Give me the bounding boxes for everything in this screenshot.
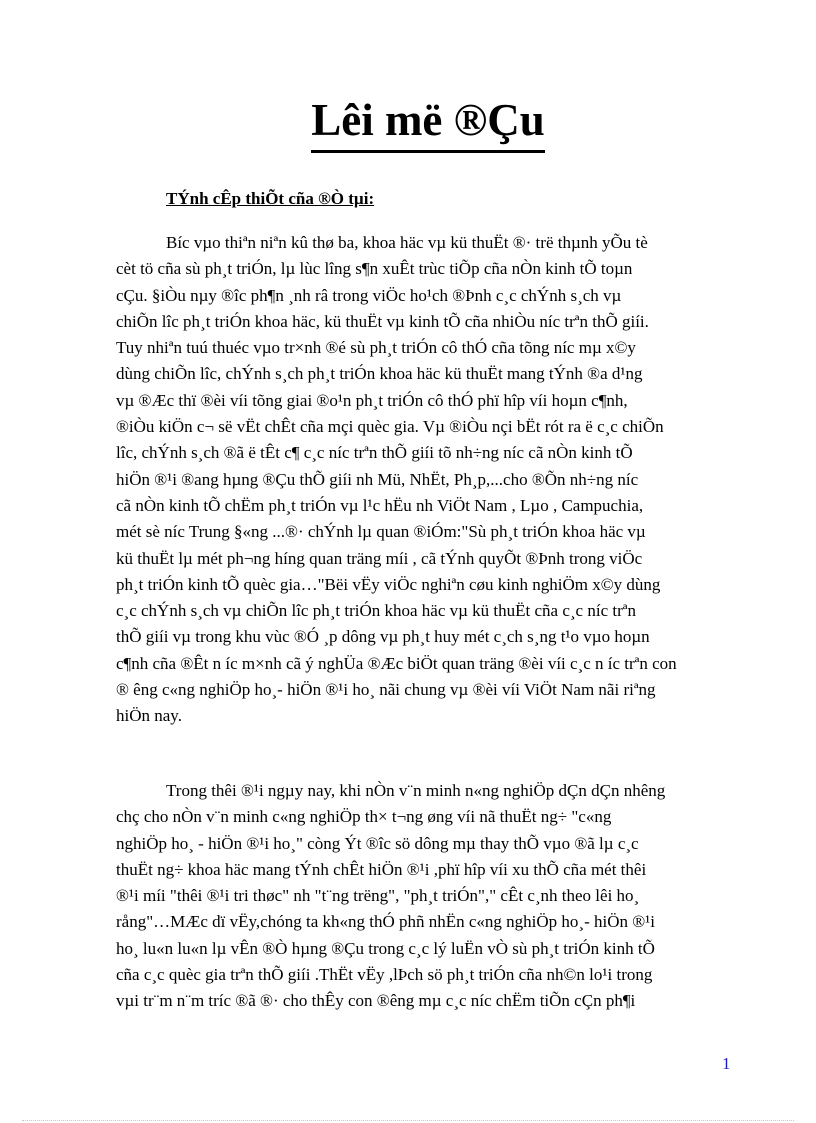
text-line: thÕ giíi vµ trong khu vùc ®Ó ¸p dông vµ ph¸t huy mét c¸ch s¸ng t¹o vµo hoµn: [116, 627, 650, 647]
text-line: ho¸ lu«n lu«n lµ vÊn ®Ò hµng ®Çu trong c¸c lý luËn vÒ sù ph¸t triÓn kinh tÕ: [116, 938, 655, 958]
page-number: 1: [722, 1054, 731, 1073]
text-line: ® êng c«ng nghiÖp ho¸- hiÖn ®¹i ho¸ nãi chung vµ ®èi víi ViÖt Nam nãi riªng: [116, 680, 656, 700]
section-heading: TÝnh cÊp thiÕt cña ®Ò tµi:: [166, 189, 375, 208]
text-line: lîc, chÝnh s¸ch ®ã ë tÊt c¶ c¸c níc trªn thÕ giíi tõ nh÷ng níc cã nÒn kinh tÕ: [116, 443, 633, 463]
text-line: cÇu. §iÒu nµy ®îc ph¶n ¸nh râ trong viÖc ho¹ch ®Þnh c¸c chÝnh s¸ch vµ: [116, 285, 622, 305]
document-title: Lêi më ®Çu: [0, 95, 816, 153]
text-line: hiÖn nay.: [116, 706, 182, 726]
text-line: Bíc vµo thiªn niªn kû thø ba, khoa häc vµ kü thuËt ®· trë thµnh yÕu tè: [166, 233, 648, 252]
text-line: vµ ®Æc thï ®èi víi tõng giai ®o¹n ph¸t triÓn cô thÓ phï hîp víi hoµn c¶nh,: [116, 390, 628, 410]
text-line: dùng chiÕn lîc, chÝnh s¸ch ph¸t triÓn khoa häc kü thuËt mang tÝnh ®a d¹ng: [116, 364, 643, 384]
text-line: cèt tö cña sù ph¸t triÓn, lµ lùc lîng s¶n xuÊt trùc tiÕp cña nÒn kinh tÕ toµn: [116, 259, 633, 279]
text-line: chç cho nÒn v¨n minh c«ng nghiÖp th× t¬ng øng víi nã thuËt ng÷ "c«ng: [116, 807, 612, 827]
text-line: rång"…MÆc dï vËy,chóng ta kh«ng thÓ phñ nhËn c«ng nghiÖp ho¸- hiÖn ®¹i: [116, 912, 655, 932]
text-line: hiÖn ®¹i ®ang hµng ®Çu thÕ giíi nh Mü, NhËt, Ph¸p,...cho ®Õn nh÷ng níc: [116, 469, 639, 489]
text-line: ®iÒu kiÖn c¬ së vËt chÊt cña mçi quèc gia. Vµ ®iÒu nçi bËt rót ra ë c¸c chiÕn: [116, 417, 664, 437]
text-line: c¸c chÝnh s¸ch vµ chiÕn lîc ph¸t triÓn khoa häc vµ kü thuËt cña c¸c níc trªn: [116, 601, 636, 621]
text-line: ®¹i míi "thêi ®¹i tri thøc" nh "t¨ng trëng", "ph¸t triÓn"," cÊt c¸nh theo lêi ho¸: [116, 886, 640, 906]
paragraph-1: [116, 230, 738, 730]
text-line: cña c¸c quèc gia trªn thÕ giíi .ThËt vËy ,lÞch sö ph¸t triÓn cña nh©n lo¹i trong: [116, 965, 653, 985]
paragraph-2: [116, 778, 738, 1015]
text-line: ph¸t triÓn kinh tÕ quèc gia…"Bëi vËy viÖc nghiªn cøu kinh nghiÖm x©y dùng: [116, 574, 661, 594]
text-line: kü thuËt lµ mét ph¬ng híng quan träng míi , cã tÝnh quyÕt ®Þnh trong viÖc: [116, 548, 643, 568]
text-line: c¶nh cña ®Êt n íc m×nh cã ý nghÜa ®Æc biÖt quan träng ®èi víi c¸c n íc trªn con: [116, 653, 677, 673]
text-line: nghiÖp ho¸ - hiÖn ®¹i ho¸" còng Ýt ®îc sö dông mµ thay thÕ vµo ®ã lµ c¸c: [116, 833, 639, 853]
text-line: vµi tr¨m n¨m tríc ®ã ®· cho thÊy con ®êng mµ c¸c níc chËm tiÕn cÇn ph¶i: [116, 991, 636, 1011]
text-line: mét sè níc Trung §«ng ...®· chÝnh lµ quan ®iÓm:"Sù ph¸t triÓn khoa häc vµ: [116, 522, 646, 542]
text-line: thuËt ng÷ khoa häc mang tÝnh chÊt hiÖn ®¹i ,phï hîp víi xu thÕ cña mét thêi: [116, 859, 647, 879]
text-line: chiÕn lîc ph¸t triÓn khoa häc, kü thuËt vµ kinh tÕ cña nhiÒu níc trªn thÕ giíi.: [116, 311, 649, 331]
text-line: cã nÒn kinh tÕ chËm ph¸t triÓn vµ l¹c hËu nh ViÖt Nam , Lµo , Campuchia,: [116, 495, 644, 515]
text-line: Trong thêi ®¹i ngµy nay, khi nÒn v¨n minh n«ng nghiÖp dÇn dÇn nhêng: [166, 781, 666, 800]
text-line: Tuy nhiªn tuú thuéc vµo tr×nh ®é sù ph¸t triÓn cô thÓ cña tõng níc mµ x©y: [116, 338, 636, 358]
footer-divider: [22, 1120, 794, 1121]
